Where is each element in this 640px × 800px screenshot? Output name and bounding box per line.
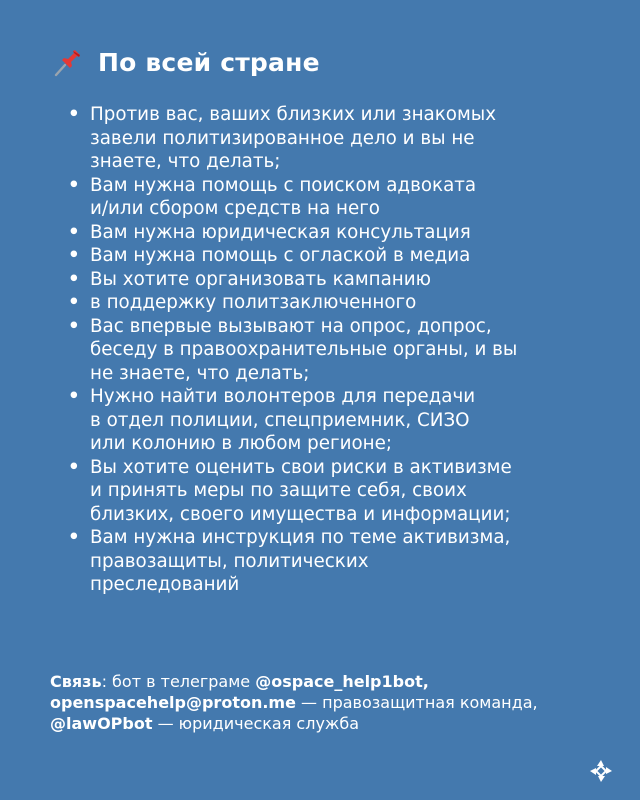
list-item-line: завели политизированное дело и вы не xyxy=(90,127,475,149)
list-item-line: Вам нужна помощь с оглаской в медиа xyxy=(90,245,471,266)
list-item-line: в отдел полиции, спецприемник, СИЗО xyxy=(90,409,470,431)
list-item-line: не знаете, что делать; xyxy=(90,362,310,384)
bullet-icon: • xyxy=(68,315,80,337)
contacts-text-2: — правозащитная команда, xyxy=(295,693,538,712)
list-item-line: правозащиты, политических xyxy=(90,550,369,572)
header xyxy=(50,42,320,82)
contacts-text-1: : бот в телеграме xyxy=(101,672,256,691)
bullet-icon: • xyxy=(68,292,80,313)
list-item-line: Вы хотите организовать кампанию xyxy=(90,268,431,290)
list-item-line: Вам нужна юридическая консультация xyxy=(90,221,471,243)
contacts-line-3 xyxy=(50,713,610,734)
list-item-line: Нужно найти волонтеров для передачи xyxy=(90,386,476,407)
list-item xyxy=(68,103,613,174)
contacts-label: Связь xyxy=(50,672,102,691)
list-item-line: беседу в правоохранительные органы, и вы xyxy=(90,339,518,360)
contacts xyxy=(50,671,610,734)
bullet-icon: • xyxy=(68,104,80,125)
email-link[interactable]: openspacehelp@proton.me xyxy=(50,693,296,712)
telegram-bot-link[interactable]: @ospace_help1bot, xyxy=(255,672,429,691)
bullet-icon: • xyxy=(68,268,80,290)
list-item xyxy=(68,385,613,456)
list-item-line: Вы хотите оценить свои риски в активизме xyxy=(90,456,512,478)
list-item-line: Вам нужна помощь с поиском адвоката xyxy=(90,174,477,196)
list-item xyxy=(68,456,613,527)
list-item-line: Вам нужна инструкция по теме активизма, xyxy=(90,527,511,548)
bullet-icon: • xyxy=(68,386,80,407)
list-item-line: знаете, что делать; xyxy=(90,151,281,172)
openspace-logo-icon xyxy=(588,758,614,784)
bullet-icon: • xyxy=(68,527,80,548)
help-list xyxy=(68,103,613,597)
contacts-line-1 xyxy=(50,671,610,692)
pushpin-icon xyxy=(50,44,86,80)
contacts-line-2 xyxy=(50,692,610,713)
list-item-line: преследований xyxy=(90,574,240,595)
list-item-line: Против вас, ваших близких или знакомых xyxy=(90,104,497,125)
list-item-line: Вас впервые вызывают на опрос, допрос, xyxy=(90,315,492,337)
bullet-icon: • xyxy=(68,221,80,243)
list-item-line: близких, своего имущества и информации; xyxy=(90,503,511,525)
list-item-line: или колонию в любом регионе; xyxy=(90,433,392,454)
list-item xyxy=(68,526,613,597)
list-item-line: и принять меры по защите себя, своих xyxy=(90,480,467,501)
list-item xyxy=(68,221,613,245)
contacts-text-3: — юридическая служба xyxy=(152,714,359,733)
bullet-icon: • xyxy=(68,456,80,478)
page-title: По всей стране xyxy=(98,47,320,77)
list-item-line: в поддержку политзаключенного xyxy=(90,292,417,313)
list-item xyxy=(68,315,613,386)
legal-bot-link[interactable]: @lawOPbot xyxy=(50,714,153,733)
list-item xyxy=(68,244,613,268)
bullet-icon: • xyxy=(68,174,80,196)
list-item-line: и/или сбором средств на него xyxy=(90,198,380,219)
list-item xyxy=(68,268,613,292)
bullet-icon: • xyxy=(68,245,80,266)
list-item xyxy=(68,291,613,315)
list-item xyxy=(68,174,613,221)
